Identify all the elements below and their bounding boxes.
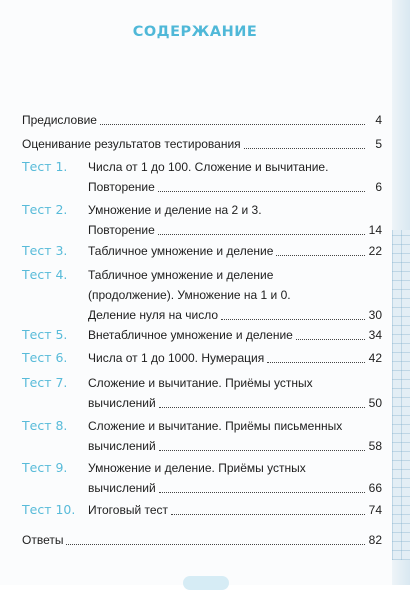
- dot-leader: [244, 148, 365, 149]
- entry-last-line: [88, 325, 382, 345]
- test-label: Тест 9.: [22, 460, 68, 475]
- dot-leader: [276, 255, 365, 256]
- entry-title: Деление нуля на число: [88, 308, 219, 322]
- entry-text: [88, 500, 382, 520]
- page-number: 82: [368, 533, 382, 547]
- dot-leader: [296, 339, 365, 340]
- dot-leader: [267, 362, 365, 363]
- test-label: Тест 1.: [22, 159, 68, 174]
- entry-line: Табличное умножение и деление: [88, 268, 274, 282]
- entry-last-line: [88, 220, 382, 240]
- entry-line: Умножение и деление на 2 и 3.: [88, 203, 262, 217]
- test-label: Тест 10.: [22, 502, 76, 517]
- entry-title: вычислений: [88, 396, 156, 410]
- entry-title: вычислений: [88, 481, 156, 495]
- page-number-tab: [183, 576, 229, 590]
- entry-last-line: [88, 177, 382, 197]
- entry-text: [22, 134, 382, 154]
- page-number: 58: [368, 439, 382, 453]
- dot-leader: [159, 492, 365, 493]
- dot-leader: [159, 450, 365, 451]
- entry-text: [88, 241, 382, 261]
- entry-title: Внетабличное умножение и деление: [88, 328, 293, 342]
- dot-leader: [171, 514, 365, 515]
- entry-title: Повторение: [88, 223, 155, 237]
- entry-last-line: [22, 110, 382, 130]
- dot-leader: [100, 124, 365, 125]
- page-number: 14: [368, 223, 382, 237]
- test-label: Тест 8.: [22, 418, 68, 433]
- entry-text: [88, 157, 382, 197]
- entry-text: [88, 325, 382, 345]
- entry-title: Ответы: [22, 533, 64, 547]
- entry-title: Оценивание результатов тестирования: [22, 137, 241, 151]
- page-number: 66: [368, 481, 382, 495]
- entry-text: [22, 530, 382, 550]
- dot-leader: [66, 544, 365, 545]
- entry-text: [22, 110, 382, 130]
- dot-leader: [221, 319, 365, 320]
- test-label: Тест 2.: [22, 202, 68, 217]
- entry-title: Предисловие: [22, 113, 97, 127]
- test-label: Тест 7.: [22, 375, 68, 390]
- page-title: СОДЕРЖАНИЕ: [132, 24, 258, 40]
- test-label: Тест 4.: [22, 267, 68, 282]
- dot-leader: [158, 191, 365, 192]
- entry-last-line: [88, 305, 382, 325]
- page-number: 4: [375, 113, 382, 127]
- entry-line: Умножение и деление. Приёмы устных: [88, 461, 306, 475]
- entry-last-line: [88, 436, 382, 456]
- page-number: 74: [368, 503, 382, 517]
- entry-text: [88, 200, 382, 240]
- entry-text: [88, 373, 382, 413]
- test-label: Тест 5.: [22, 327, 68, 342]
- entry-last-line: [88, 478, 382, 498]
- page-number: 50: [368, 396, 382, 410]
- entry-last-line: [88, 348, 382, 368]
- entry-text: [88, 348, 382, 368]
- entry-last-line: [88, 241, 382, 261]
- entry-last-line: [22, 530, 382, 550]
- page-number: 34: [368, 328, 382, 342]
- page-number: 5: [375, 137, 382, 151]
- entry-title: Табличное умножение и деление: [88, 244, 274, 258]
- page-number: 22: [368, 244, 382, 258]
- entry-title: вычислений: [88, 439, 156, 453]
- entry-line: Сложение и вычитание. Приёмы письменных: [88, 419, 343, 433]
- entry-title: Повторение: [88, 180, 155, 194]
- entry-line: (продолжение). Умножение на 1 и 0.: [88, 288, 291, 302]
- entry-last-line: [22, 134, 382, 154]
- dot-leader: [158, 234, 365, 235]
- test-label: Тест 6.: [22, 350, 68, 365]
- entry-line: Сложение и вычитание. Приёмы устных: [88, 376, 313, 390]
- entry-title: Числа от 1 до 1000. Нумерация: [88, 351, 265, 365]
- page-number: 42: [368, 351, 382, 365]
- dot-leader: [159, 407, 365, 408]
- test-label: Тест 3.: [22, 243, 68, 258]
- entry-text: [88, 416, 382, 456]
- entry-last-line: [88, 500, 382, 520]
- entry-line: Числа от 1 до 100. Сложение и вычитание.: [88, 160, 329, 174]
- grid-pattern-decoration: [392, 230, 410, 560]
- entry-text: [88, 458, 382, 498]
- entry-title: Итоговый тест: [88, 503, 169, 517]
- page-number: 30: [368, 308, 382, 322]
- page-number: 6: [375, 180, 382, 194]
- entry-last-line: [88, 393, 382, 413]
- entry-text: [88, 265, 382, 325]
